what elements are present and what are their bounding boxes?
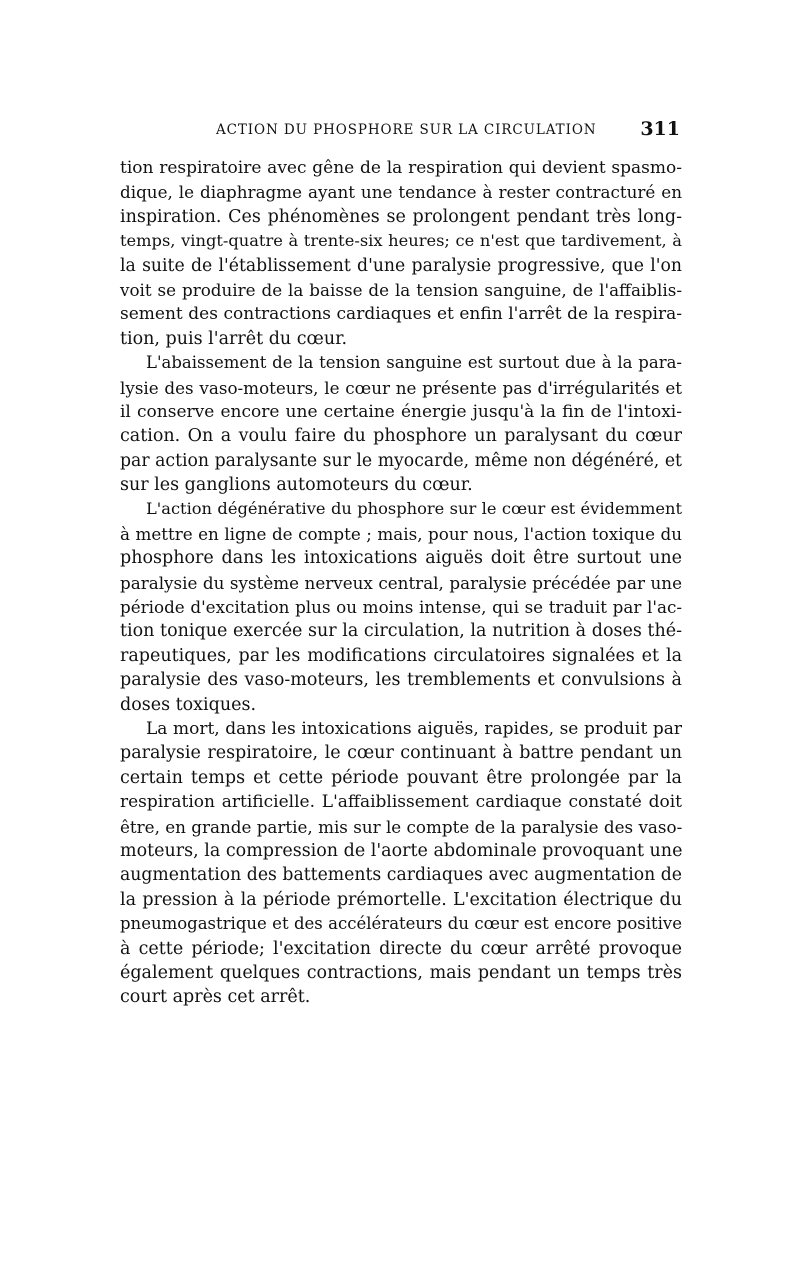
paragraph-3 — [120, 497, 682, 717]
text-line: rapeutiques, par les modifications circulatoires signalées et la — [120, 645, 682, 666]
text-line: moteurs, la compression de l'aorte abdominale provoquant une — [120, 840, 683, 861]
text-line: pneumogastrique et des accélérateurs du cœur est encore positive — [120, 914, 682, 934]
text-line: la pression à la période prémortelle. L'excitation électrique du — [120, 889, 682, 910]
paragraph-2 — [120, 351, 682, 497]
text-line: être, en grande partie, mis sur le compte de la paralysie des vaso- — [120, 816, 683, 837]
text-line: cation. On a voulu faire du phosphore un paralysant du cœur — [120, 426, 682, 447]
paragraph-1 — [120, 156, 682, 351]
text-line: il conserve encore une certaine énergie jusqu'à la fin de l'intoxi- — [120, 401, 682, 422]
text-line: L'abaissement de la tension sanguine est surtout due à la para- — [146, 353, 682, 373]
text-line: court après cet arrêt. — [120, 987, 311, 1008]
text-line: tion, puis l'arrêt du cœur. — [120, 328, 348, 349]
text-line: par action paralysante sur le myocarde, même non dégénéré, et — [120, 450, 682, 471]
text-line: à mettre en ligne de compte ; mais, pour nous, l'action toxique du — [120, 523, 682, 544]
paragraph-4 — [120, 717, 682, 1010]
text-line: à cette période; l'excitation directe du cœur arrêté provoque — [120, 938, 682, 959]
text-line: sement des contractions cardiaques et enfin l'arrêt de la respira- — [120, 304, 682, 325]
text-line: augmentation des battements cardiaques avec augmentation de — [120, 865, 682, 886]
text-line: dique, le diaphragme ayant une tendance à rester contracturé en — [120, 182, 682, 203]
running-title: ACTION DU PHOSPHORE SUR LA CIRCULATION — [216, 122, 597, 138]
text-line: également quelques contractions, mais pendant un temps très — [120, 962, 682, 983]
page-header — [120, 118, 682, 142]
text-line: certain temps et cette période pouvant être prolongée par la — [120, 767, 682, 788]
text-line: lysie des vaso-moteurs, le cœur ne présente pas d'irrégularités et — [120, 377, 682, 398]
page-number: 311 — [640, 118, 680, 140]
text-line: doses toxiques. — [120, 694, 257, 715]
text-line: paralysie du système nerveux central, paralysie précédée par une — [120, 572, 682, 593]
body-text — [120, 156, 682, 1010]
text-line: temps, vingt-quatre à trente-six heures; ce n'est que tardivement, à — [120, 231, 682, 251]
text-line: phosphore dans les intoxications aiguës doit être surtout une — [120, 548, 682, 569]
text-line: voit se produire de la baisse de la tension sanguine, de l'affaiblis- — [120, 279, 682, 300]
text-line: La mort, dans les intoxications aiguës, rapides, se produit par — [146, 718, 682, 739]
text-line: paralysie respiratoire, le cœur continuant à battre pendant un — [120, 743, 682, 764]
text-line: la suite de l'établissement d'une paralysie progressive, que l'on — [120, 255, 682, 276]
text-line: respiration artificielle. L'affaiblissement cardiaque constaté doit — [120, 792, 682, 813]
text-line: tion respiratoire avec gêne de la respiration qui devient spasmo- — [120, 158, 682, 178]
text-line: sur les ganglions automoteurs du cœur. — [120, 475, 473, 496]
text-line: paralysie des vaso-moteurs, les tremblements et convulsions à — [120, 670, 682, 691]
text-line: inspiration. Ces phénomènes se prolongent pendant très long- — [120, 206, 682, 227]
text-line: période d'excitation plus ou moins intense, qui se traduit par l'ac- — [120, 597, 682, 618]
text-line: L'action dégénérative du phosphore sur le cœur est évidemment — [146, 499, 682, 519]
text-line: tion tonique exercée sur la circulation, la nutrition à doses thé- — [120, 621, 682, 642]
